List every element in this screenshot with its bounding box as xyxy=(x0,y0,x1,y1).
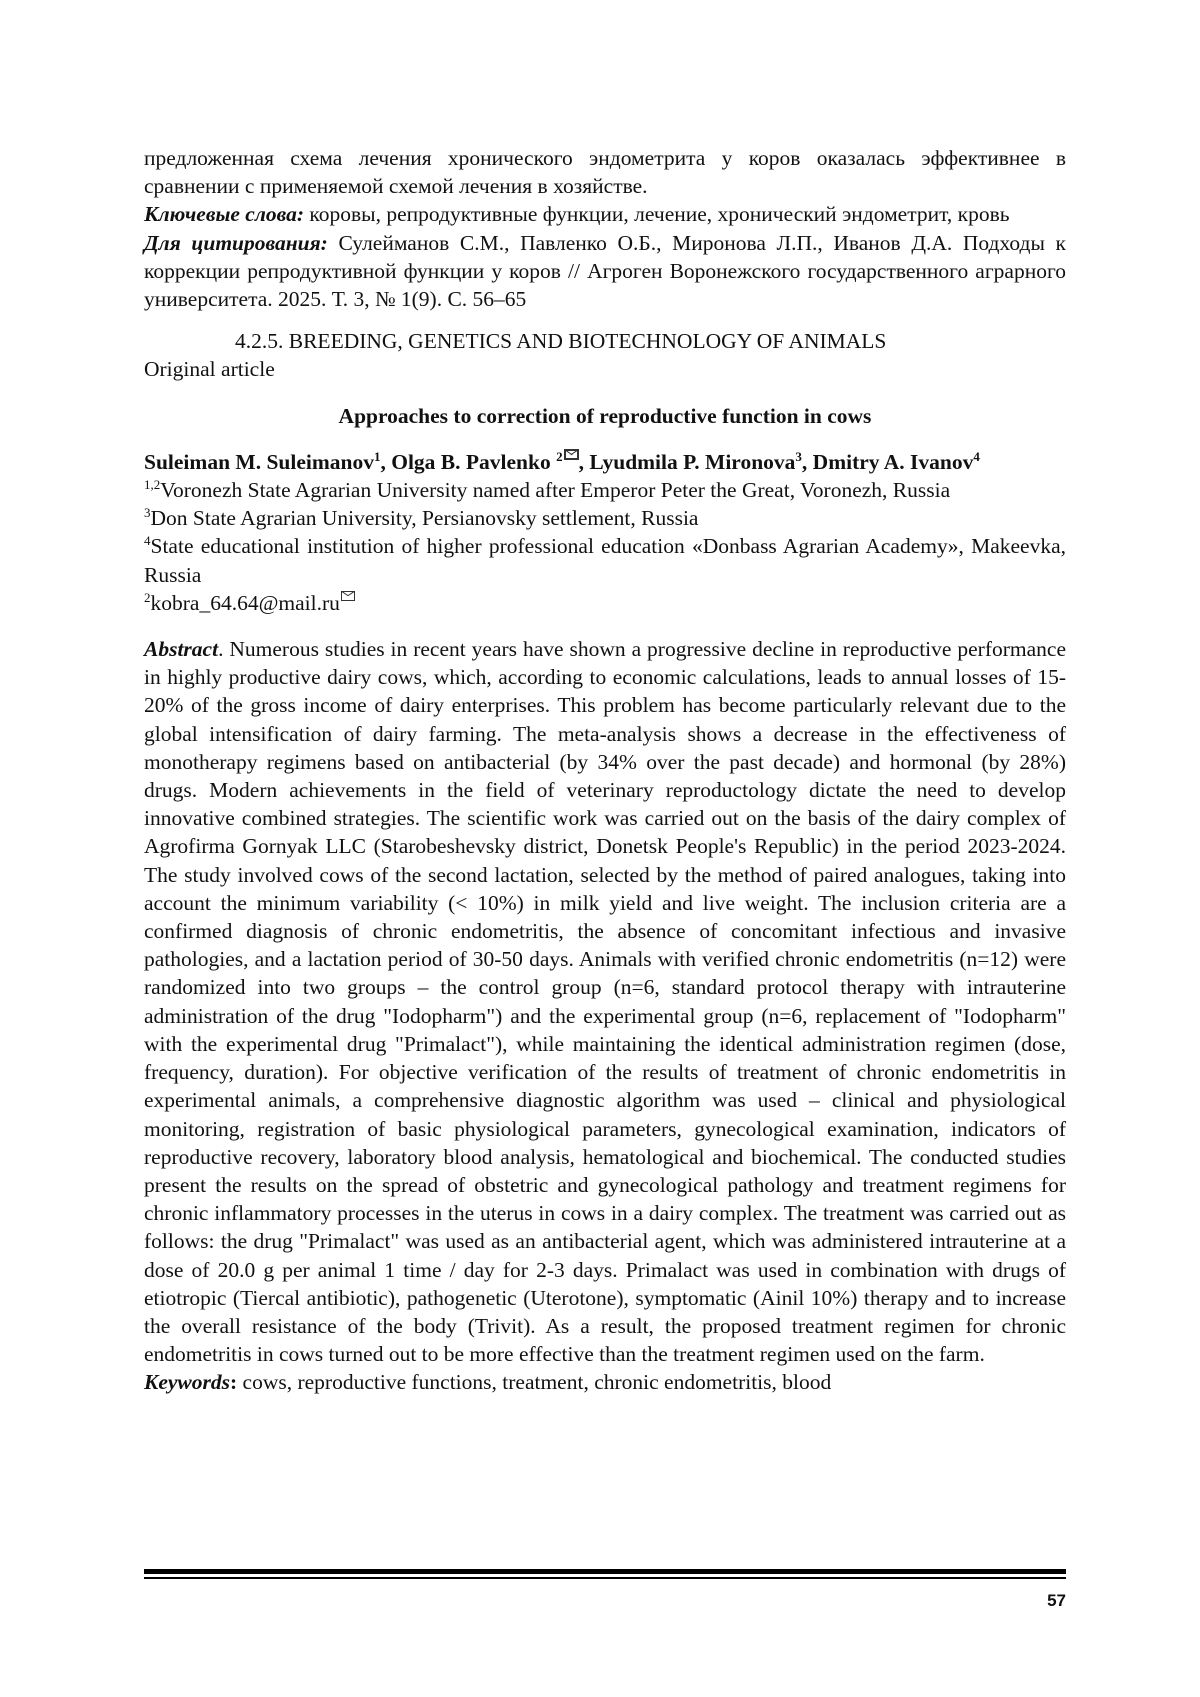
en-abstract xyxy=(144,635,1066,1368)
author-list xyxy=(144,448,1066,476)
keywords-label: Keywords xyxy=(144,1370,230,1395)
ru-citation xyxy=(144,229,1066,314)
affiliation-2 xyxy=(144,504,1066,532)
affiliation-2-text: Don State Agrarian University, Persianovsky settlement, Russia xyxy=(150,506,699,531)
keywords-text: cows, reproductive functions, treatment, chronic endometritis, blood xyxy=(237,1370,832,1395)
affiliation-2-sup: 3 xyxy=(144,505,151,521)
ru-keywords xyxy=(144,200,1066,228)
abstract-text: . Numerous studies in recent years have shown a progressive decline in reproductive performance in highly productive dairy cows, which, according to economic calculations, leads to annual losses of 15-20% of the gross income of dairy enterprises. This problem has become particularly relevant due to the global intensification of dairy farming. The meta-analysis shows a decrease in the effectiveness of monotherapy regimens based on antibacterial (by 34% over the past decade) and hormonal (by 28%) drugs. Modern achievements in the field of veterinary reproductology dictate the need to develop innovative combined strategies. The scientific work was carried out on the basis of the dairy complex of Agrofirma Gornyak LLC (Starobeshevsky district, Donetsk People's Republic) in the period 2023-2024. The study involved cows of the second lactation, selected by the method of paired analogues, taking into account the minimum variability (< 10%) in milk yield and live weight. The inclusion criteria are a confirmed diagnosis of chronic endometritis, the absence of concomitant infectious and invasive pathologies, and a lactation period of 30-50 days. Animals with verified chronic endometritis (n=12) were randomized into two groups – the control group (n=6, standard protocol therapy with intrauterine administration of the drug "Iodopharm") and the experimental group (n=6, replacement of "Iodopharm" with the experimental drug "Primalact"), while maintaining the identical administration regimen (dose, frequency, duration). For objective verification of the results of treatment of chronic endometritis in experimental animals, a comprehensive diagnostic algorithm was used – clinical and physiological monitoring, registration of basic physiological parameters, gynecological examination, indicators of reproductive recovery, laboratory blood analysis, hematological and biochemical. The conducted studies present the results on the spread of obstetric and gynecological pathology and treatment regimens for chronic inflammatory processes in the uterus in cows in a dairy complex. The treatment was carried out as follows: the drug "Primalact" was used as an antibacterial agent, which was administered intrauterine at a dose of 20.0 g per animal 1 time / day for 2-3 days. Primalact was used in combination with drugs of etiotropic (Tiercal antibiotic), pathogenetic (Uterotone), symptomatic (Ainil 10%) therapy and to increase the overall resistance of the body (Trivit). As a result, the proposed treatment regimen for chronic endometritis in cows turned out to be more effective than the treatment regimen used on the farm. xyxy=(144,637,1066,1367)
affiliation-1-sup: 1,2 xyxy=(144,476,161,492)
author-2: , Olga B. Pavlenko xyxy=(380,449,557,474)
affiliation-3-sup: 4 xyxy=(144,533,151,549)
page-number: 57 xyxy=(1047,1591,1066,1610)
abstract-label: Abstract xyxy=(144,637,219,662)
author-3: , Lyudmila P. Mironova xyxy=(578,449,796,474)
email-link[interactable]: kobra_64.64@mail.ru xyxy=(150,590,340,615)
footer-rule-thin xyxy=(144,1577,1066,1579)
correspondence-email xyxy=(144,589,1066,617)
author-4-sup: 4 xyxy=(973,448,980,464)
affiliation-1-text: Voronezh State Agrarian University named after Emperor Peter the Great, Voronezh, Russia xyxy=(160,478,951,503)
affiliation-1 xyxy=(144,476,1066,504)
article-title: Approaches to correction of reproductive function in cows xyxy=(338,403,872,428)
author-2-sup: 2 xyxy=(556,448,563,464)
ru-abstract-ending: предложенная схема лечения хронического эндометрита у коров оказалась эффективнее в сравнении с применяемой схемой лечения в хозяйстве. xyxy=(144,146,1066,199)
ru-keywords-label: Ключевые слова: xyxy=(144,202,304,227)
keywords-colon: : xyxy=(230,1370,238,1395)
author-4: , Dmitry A. Ivanov xyxy=(801,449,974,474)
section-code: 4.2.5. BREEDING, GENETICS AND BIOTECHNOLOGY OF ANIMALS xyxy=(235,329,887,354)
footer-rule-thick xyxy=(144,1569,1066,1574)
affiliation-3-text: State educational institution of higher professional education «Donbass Agrarian Academy», Makeevka, Russia xyxy=(144,534,1066,587)
page-content xyxy=(144,144,1066,1397)
ru-citation-text: Сулейманов С.М., Павленко О.Б., Миронова Л.П., Иванов Д.А. Подходы к коррекции репродуктивной функции у коров // Агроген Воронежского государственного аграрного университета. 2025. Т. 3, № 1(9). С. 56–65 xyxy=(144,230,1066,312)
author-1-sup: 1 xyxy=(373,448,381,464)
ru-keywords-text: коровы, репродуктивные функции, лечение, хронический эндометрит, кровь xyxy=(304,202,1010,227)
envelope-icon xyxy=(341,591,355,601)
article-type: Original article xyxy=(144,357,275,382)
author-1: Suleiman M. Suleimanov xyxy=(144,449,374,474)
en-keywords xyxy=(144,1368,1066,1396)
email-sup: 2 xyxy=(144,589,151,605)
author-3-sup: 3 xyxy=(795,448,802,464)
affiliation-3 xyxy=(144,532,1066,588)
ru-citation-label: Для цитирования: xyxy=(144,230,328,255)
envelope-icon xyxy=(564,449,579,460)
